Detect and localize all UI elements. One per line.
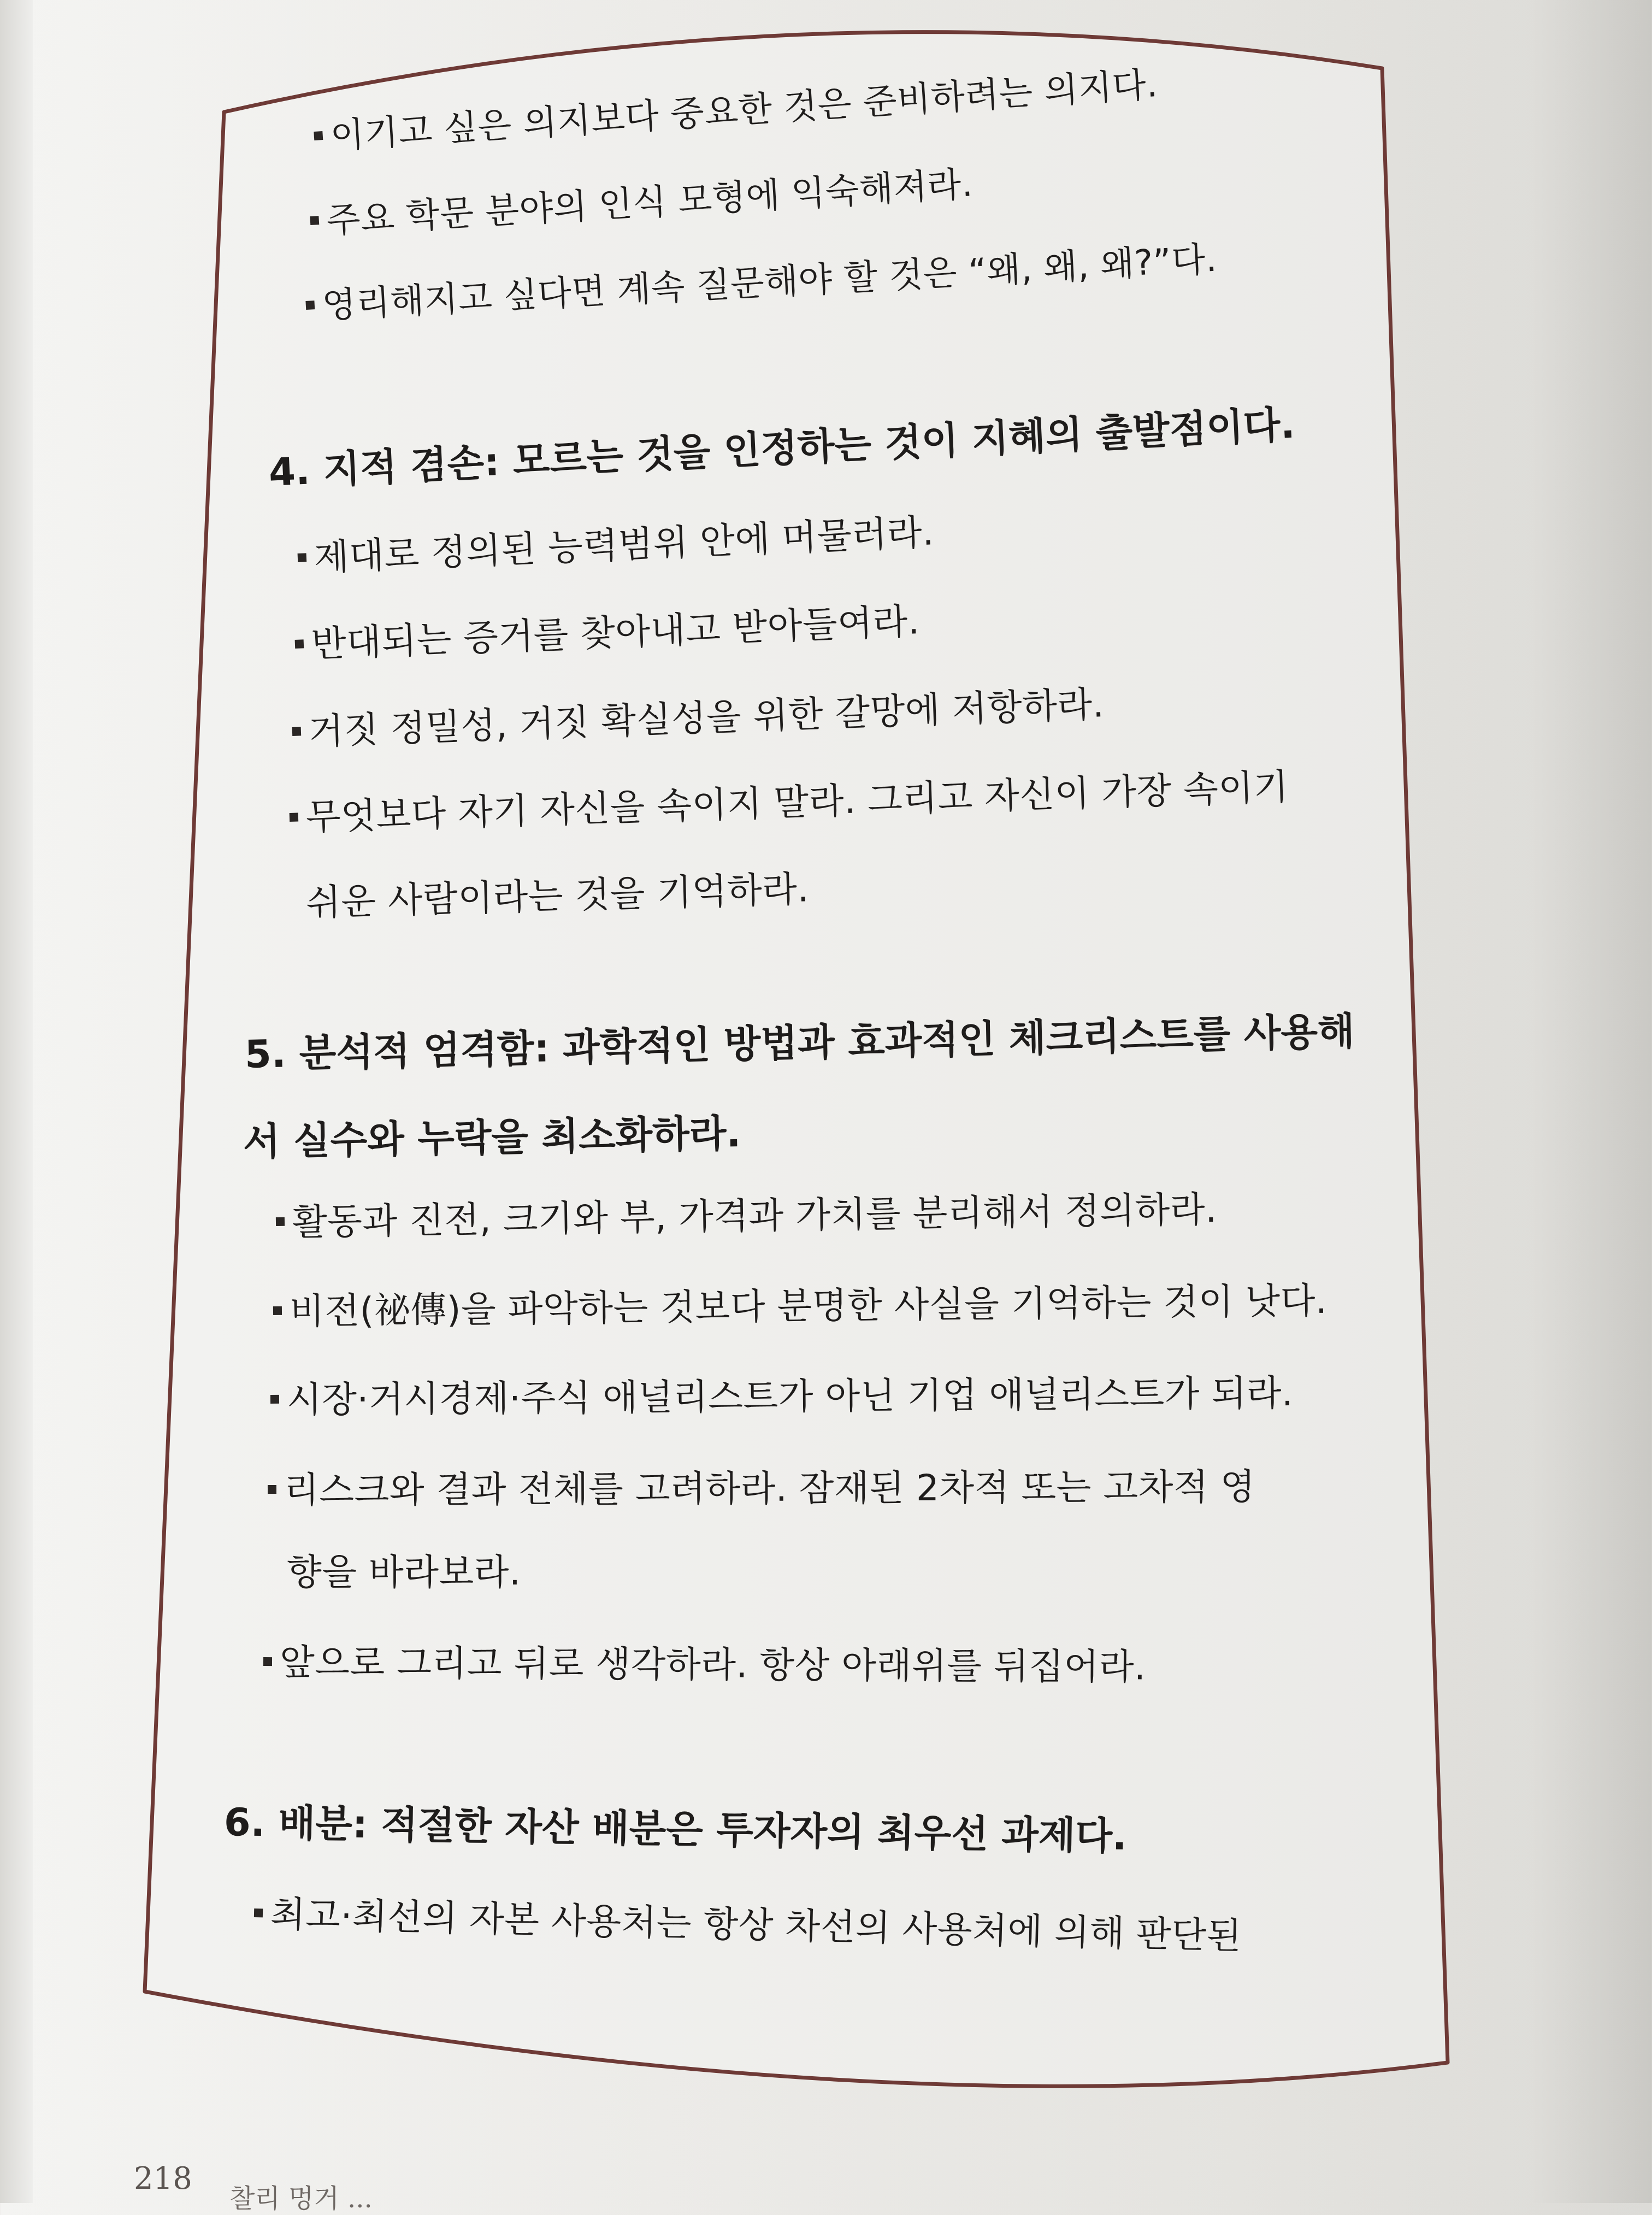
square-bullet-icon xyxy=(276,1217,285,1226)
square-bullet-icon xyxy=(270,1395,279,1404)
bullet-item: 무엇보다 자기 자신을 속이지 말라. 그리고 자신이 가장 속이기 xyxy=(289,769,1289,836)
bullet-item: 리스크와 결과 전체를 고려하라. 잠재된 2차적 또는 고차적 영 xyxy=(268,1469,1255,1509)
bullet-item: 활동과 진전, 크기와 부, 가격과 가치를 분리해서 정의하라. xyxy=(276,1192,1217,1241)
bullet-item: 앞으로 그리고 뒤로 생각하라. 항상 아래위를 뒤집어라. xyxy=(263,1645,1146,1685)
bullet-item: 영리해지고 싶다면 계속 질문해야 할 것은 “왜, 왜, 왜?”다. xyxy=(305,242,1218,325)
section-heading: 5. 분석적 엄격함: 과학적인 방법과 효과적인 체크리스트를 사용해 xyxy=(244,1009,1355,1077)
bullet-item: 시장·거시경제·주식 애널리스트가 아닌 기업 애널리스트가 되라. xyxy=(270,1375,1294,1418)
bullet-item: 비전(祕傳)을 파악하는 것보다 분명한 사실을 기억하는 것이 낫다. xyxy=(273,1283,1328,1330)
square-bullet-icon xyxy=(295,639,304,649)
section-heading-continuation: 서 실수와 누락을 최소화하라. xyxy=(243,1111,741,1164)
page-number: 218 xyxy=(134,2161,192,2196)
square-bullet-icon xyxy=(292,727,302,736)
section-heading: 4. 지적 겸손: 모르는 것을 인정하는 것이 지혜의 출발점이다. xyxy=(268,402,1296,495)
bullet-item: 이기고 싶은 의지보다 중요한 것은 준비하려는 의지다. xyxy=(313,67,1159,155)
bullet-item: 제대로 정의된 능력범위 안에 머물러라. xyxy=(297,514,935,577)
bullet-item: 최고·최선의 자본 사용처는 항상 차선의 사용처에 의해 판단된 xyxy=(253,1896,1242,1954)
square-bullet-icon xyxy=(263,1657,272,1666)
section-heading: 6. 배분: 적절한 자산 배분은 투자자의 최우선 과제다. xyxy=(223,1800,1128,1859)
square-bullet-icon xyxy=(310,216,319,226)
square-bullet-icon xyxy=(290,812,298,821)
square-bullet-icon xyxy=(298,553,307,562)
square-bullet-icon xyxy=(305,301,315,310)
bullet-item: 주요 학문 분야의 인식 모형에 익숙해져라. xyxy=(309,167,974,240)
bullet-item: 반대되는 증거를 찾아내고 받아들여라. xyxy=(294,603,921,663)
square-bullet-icon xyxy=(273,1306,282,1315)
square-bullet-icon xyxy=(254,1908,263,1917)
square-bullet-icon xyxy=(268,1485,276,1494)
running-title: 찰리 멍거 ... xyxy=(229,2183,373,2214)
bullet-continuation: 쉬운 사람이라는 것을 기억하라. xyxy=(305,868,810,924)
square-bullet-icon xyxy=(314,131,323,140)
bullet-continuation: 향을 바라보라. xyxy=(287,1551,521,1593)
bullet-item: 거짓 정밀성, 거짓 확실성을 위한 갈망에 저항하라. xyxy=(292,686,1105,751)
